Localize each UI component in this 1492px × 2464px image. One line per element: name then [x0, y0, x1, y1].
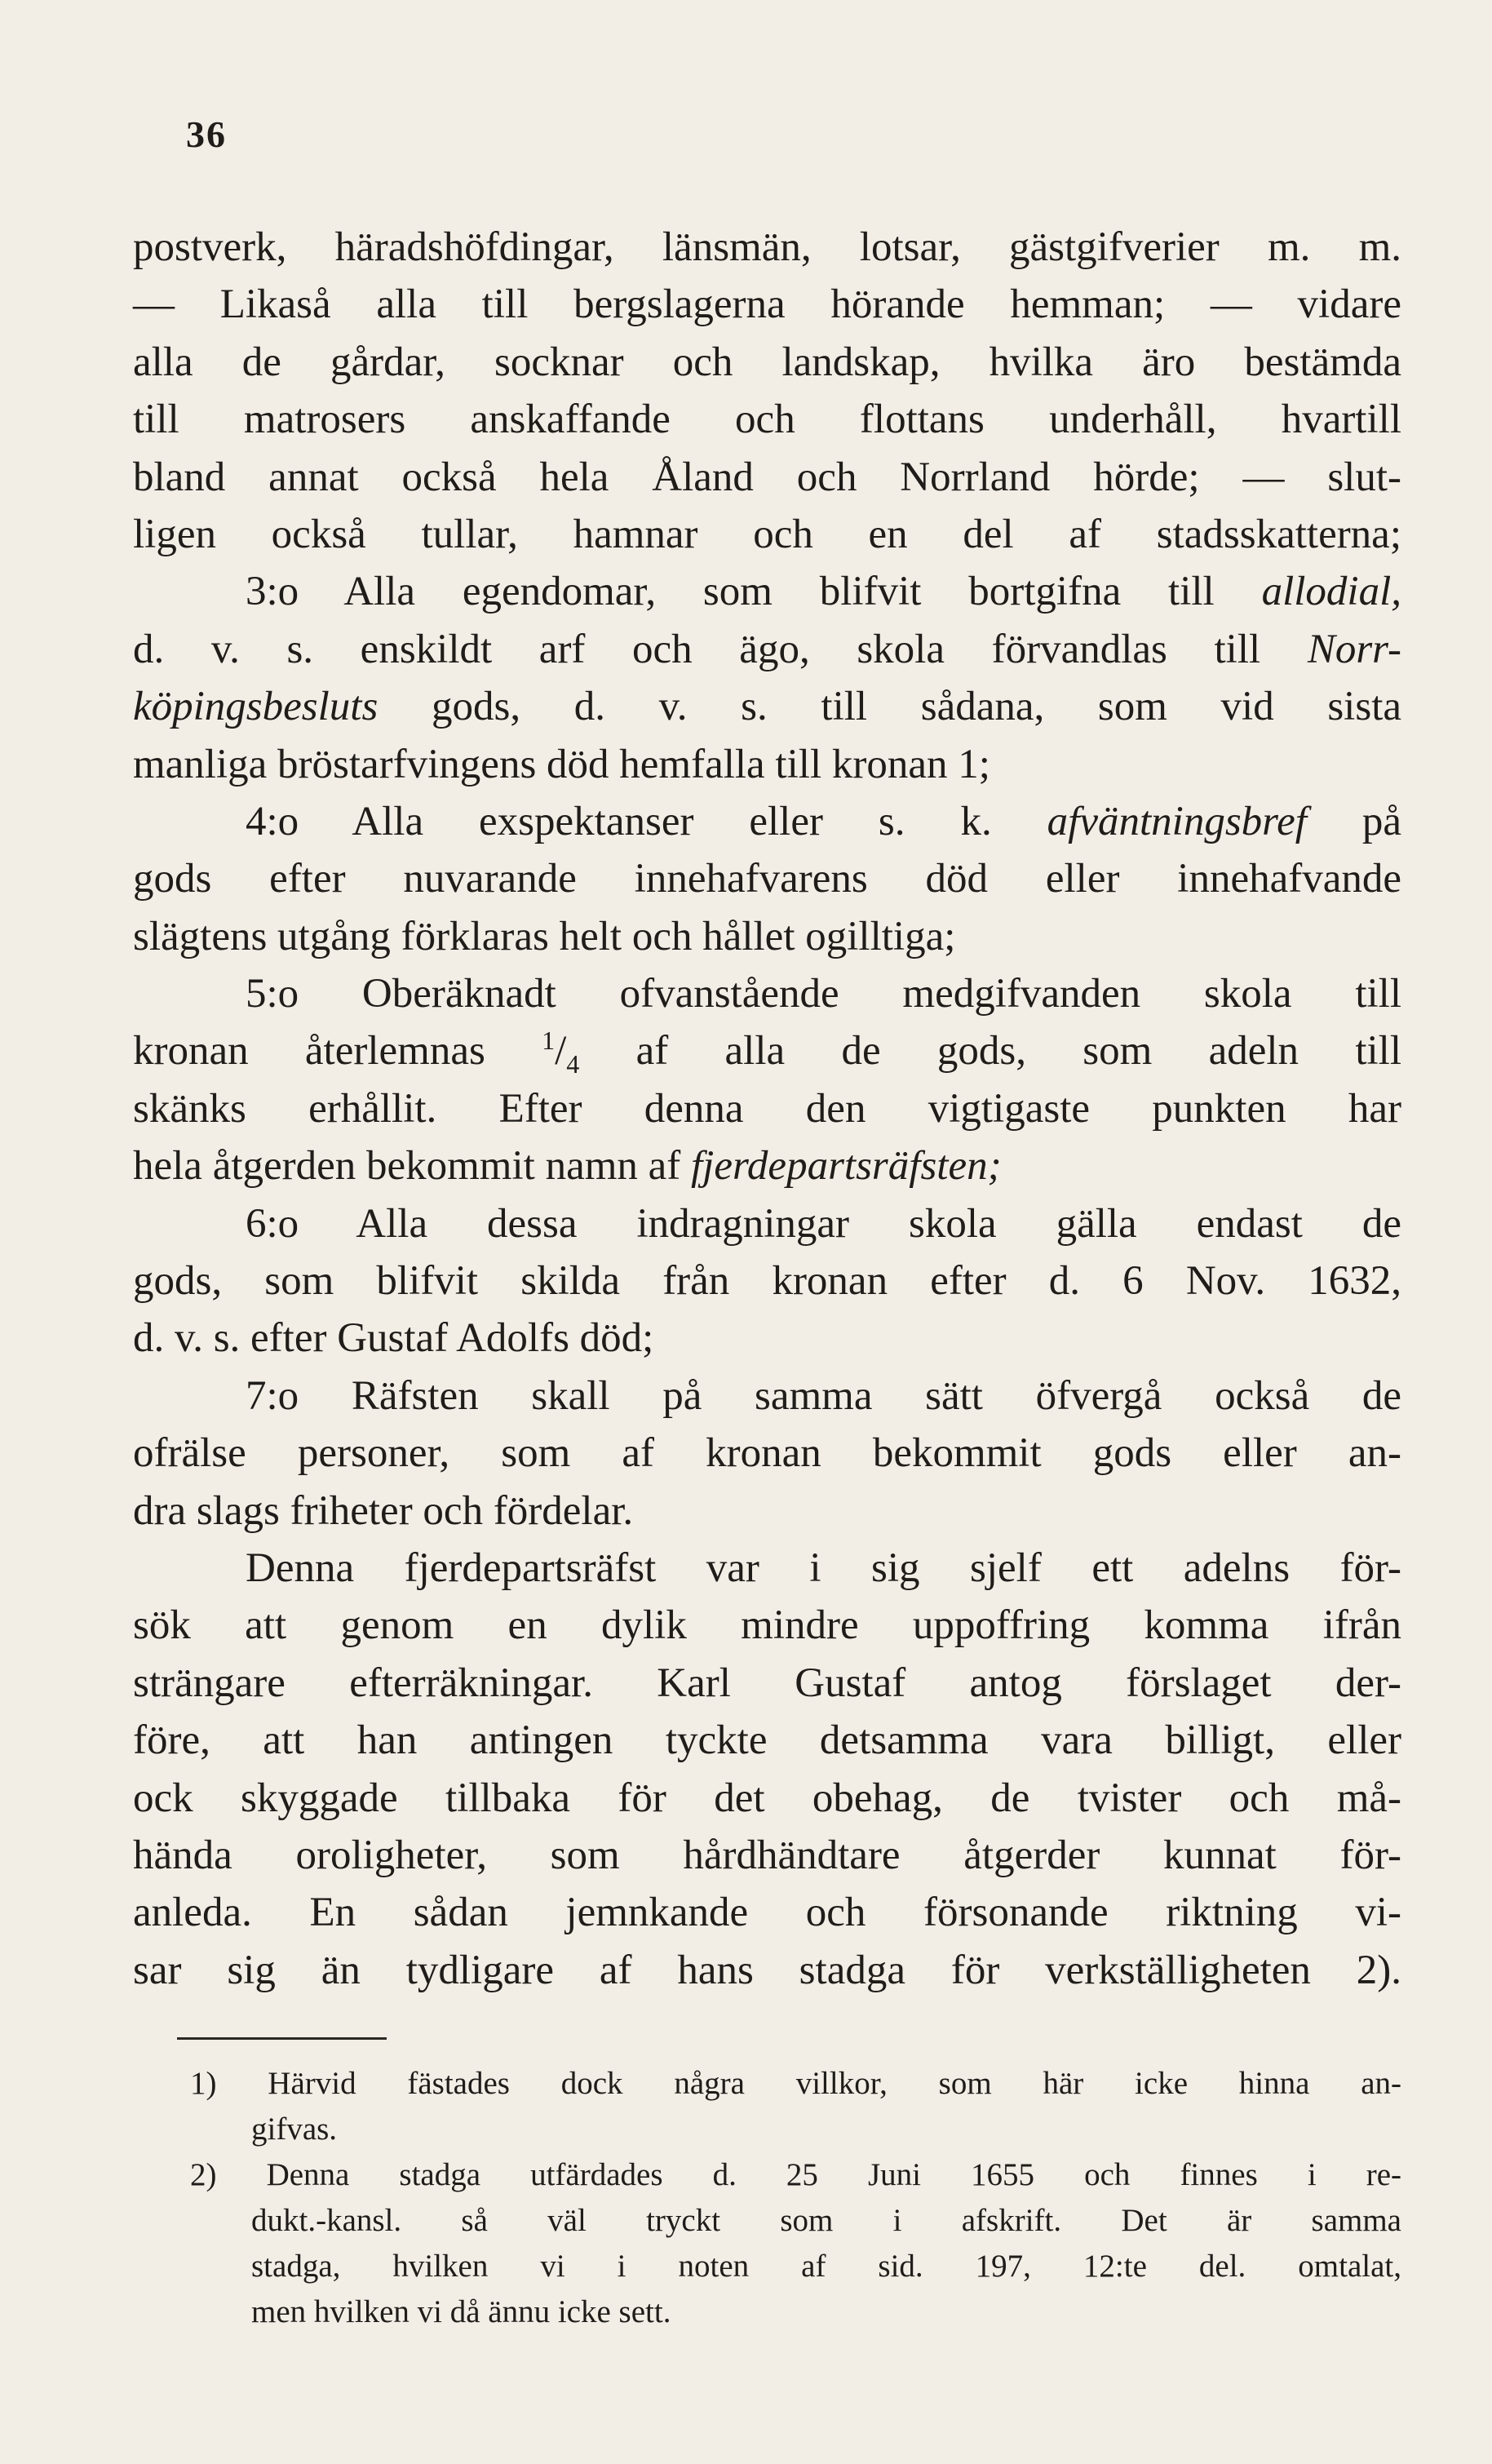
text-segment: sar sig än tydligare af hans stadga för verkställigheten [133, 1947, 1311, 1993]
footnote-text: Denna stadga utfärdades d. 25 Juni 1655 och finnes i re- [266, 2157, 1401, 2192]
text-line: hända oroligheter, som hårdhändtare åtgerder kunnat för- [133, 1832, 1401, 1878]
fraction-slash: / [555, 1028, 567, 1075]
text-line: strängare efterräkningar. Karl Gustaf antog förslaget der- [133, 1660, 1401, 1706]
text-line: gods efter nuvarande innehafvarens död eller innehafvande [133, 856, 1401, 902]
text-line: ligen också tullar, hamnar och en del af stadsskatterna; [133, 511, 1401, 557]
footnote-line [190, 2061, 1401, 2107]
text-line: till matrosers anskaffande och flottans underhåll, hvartill [133, 397, 1401, 443]
text-line: postverk, häradshöfdingar, länsmän, lotsar, gästgifverier m. m. [133, 224, 1401, 270]
footnotes [190, 2061, 1401, 2335]
text-line: före, att han antingen tyckte detsamma vara billigt, eller [133, 1717, 1401, 1764]
text-line [133, 563, 1401, 620]
text-line: 6:o Alla dessa indragningar skola gälla endast de [246, 1200, 1401, 1247]
footnote-ref: 2 [1356, 1947, 1378, 1993]
footnote-divider [177, 2037, 387, 2040]
footnote-line: gifvas. [251, 2112, 338, 2147]
text-line [133, 678, 1401, 735]
italic-term: Norr- [1307, 626, 1401, 672]
italic-term: köpingsbesluts [133, 684, 379, 730]
text-line [133, 1022, 1401, 1079]
text-line: slägtens utgång förklaras helt och hållet ogilltiga; [133, 913, 956, 959]
page-number: 36 [186, 113, 227, 155]
italic-term: allodial, [1261, 569, 1402, 615]
text-segment: gods, d. v. s. till sådana, som vid sista [431, 684, 1402, 730]
text-segment: 4:o Alla exspektanser eller s. k. [246, 798, 992, 844]
text-segment: 3:o Alla egendomar, som blifvit bortgifna till [246, 569, 1215, 615]
text-line: anleda. En sådan jemnkande och försonande riktning vi- [133, 1890, 1401, 1936]
text-line: ock skyggade tillbaka för det obehag, de tvister och må- [133, 1775, 1401, 1821]
text-line: gods, som blifvit skilda från kronan efter d. 6 Nov. 1632, [133, 1258, 1401, 1305]
text-line [133, 621, 1401, 678]
text-line: 5:o Oberäknadt ofvanstående medgifvanden skola till [246, 971, 1401, 1017]
text-line [133, 736, 1401, 793]
footnote-line: dukt.-kansl. så väl tryckt som i afskrift. Det är samma [251, 2203, 1401, 2238]
text-line: 7:o Räfsten skall på samma sätt öfvergå också de [246, 1372, 1401, 1419]
text-line: — Likaså alla till bergslagerna hörande hemman; — vidare [133, 281, 1401, 328]
body-text [133, 219, 1401, 1999]
text-segment: ; [978, 741, 990, 787]
footnote-line: men hvilken vi då ännu icke sett. [251, 2294, 671, 2329]
text-segment: hela åtgerden bekommit namn af [133, 1143, 681, 1190]
text-line: alla de gårdar, socknar och landskap, hvilka äro bestämda [133, 339, 1401, 385]
footnote-text: Härvid fästades dock några villkor, som här icke hinna an- [268, 2066, 1401, 2101]
text-segment: manliga bröstarfvingens död hemfalla till kronan [133, 741, 948, 787]
text-line: sök att genom en dylik mindre uppoffring komma ifrån [133, 1602, 1401, 1649]
text-line [133, 1137, 1401, 1194]
text-segment: på [1361, 798, 1402, 844]
text-segment: d. v. s. enskildt arf och ägo, skola förvandlas till [133, 626, 1261, 672]
text-segment: ). [1377, 1947, 1402, 1993]
text-line [133, 793, 1401, 850]
italic-term: fjerdepartsräfsten; [691, 1143, 1002, 1190]
text-line: d. v. s. efter Gustaf Adolfs död; [133, 1315, 654, 1362]
fraction-denominator: 4 [566, 1049, 580, 1079]
text-line: bland annat också hela Åland och Norrland hörde; — slut- [133, 454, 1401, 500]
text-line: skänks erhållit. Efter denna den vigtigaste punkten har [133, 1085, 1401, 1132]
text-line: ofrälse personer, som af kronan bekommit gods eller an- [133, 1430, 1401, 1477]
text-line: dra slags friheter och fördelar. [133, 1487, 634, 1534]
footnote-marker: 2) [190, 2157, 217, 2192]
text-line [133, 1942, 1401, 1999]
footnote-line: stadga, hvilken vi i noten af sid. 197, 12:te del. omtalat, [251, 2249, 1401, 2284]
footnote-ref: 1 [958, 741, 979, 787]
footnote-marker: 1) [190, 2066, 217, 2101]
footnote-line [190, 2152, 1401, 2198]
text-line: Denna fjerdepartsräfst var i sig sjelf ett adelns för- [246, 1544, 1401, 1591]
text-segment: kronan återlemnas [133, 1028, 485, 1075]
italic-term: afväntningsbref [1047, 798, 1307, 844]
fraction-numerator: 1 [542, 1026, 556, 1056]
text-segment: af alla de gods, som adeln till [635, 1028, 1402, 1075]
